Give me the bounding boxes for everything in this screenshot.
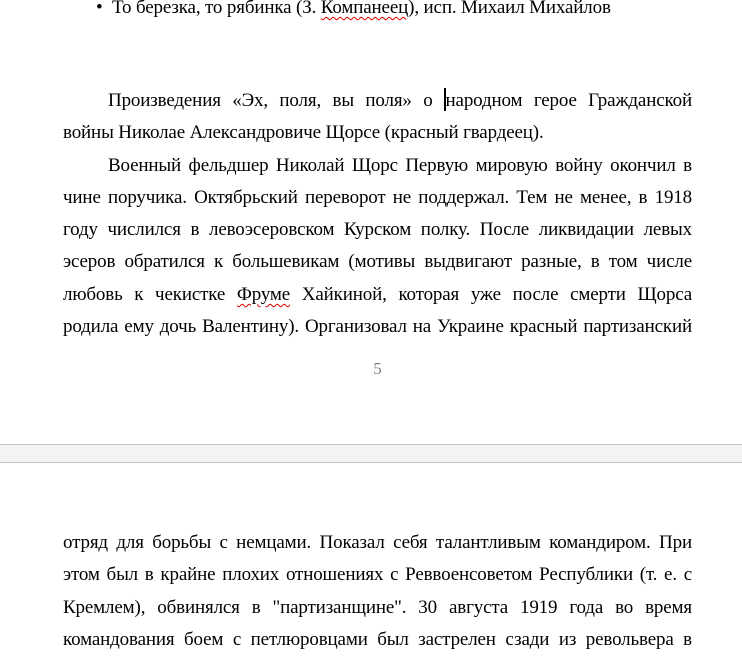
- bullet-item-text-after: ), исп. Михаил Михайлов: [408, 0, 611, 18]
- text-line: командования боем с петлюровцами был застрелен сзади из револьвера в: [63, 628, 692, 650]
- bullet-icon: •: [96, 0, 103, 18]
- paragraph1-text-after-caret: народном герое Гражданской: [445, 90, 693, 111]
- text-line: году числился в левоэсеровском Курском полку. После ликвидации левых: [63, 219, 692, 241]
- text-line: Военный фельдшер Николай Щорс Первую мировую войну окончил в: [108, 154, 692, 176]
- paragraph2-line5-before: любовь к чекистке: [63, 283, 237, 305]
- text-line: родила ему дочь Валентину). Организовал на Украине красный партизанский: [63, 316, 692, 338]
- text-line: Кремлем), обвинялся в "партизанщине". 30 августа 1919 года во время: [63, 596, 692, 618]
- bullet-item-text-before: То березка, то рябинка (З.: [112, 0, 321, 18]
- text-line: войны Николае Александровиче Щорсе (красный гвардеец).: [63, 122, 544, 144]
- text-line: [63, 85, 692, 117]
- page-break-gap[interactable]: [0, 445, 742, 462]
- page-footer: [63, 358, 692, 380]
- spellcheck-flagged-word: Фруме: [236, 283, 291, 305]
- text-line: эсеров обратился к большевикам (мотивы выдвигают разные, в том числе: [63, 251, 692, 273]
- bullet-list-item: [63, 0, 692, 24]
- text-line: [63, 279, 692, 311]
- page-number: 5: [373, 359, 382, 378]
- paragraph2-line5-after: Хайкиной, которая уже после смерти Щорса: [290, 283, 692, 305]
- text-line: отряд для борьбы с немцами. Показал себя талантливым командиром. При: [63, 532, 692, 553]
- document-page-2[interactable]: [0, 463, 742, 650]
- spellcheck-flagged-word: Компанеец: [320, 0, 409, 18]
- paragraph-2[interactable]: [63, 150, 692, 344]
- text-line: чине поручика. Октябрьский переворот не поддержал. Тем не менее, в 1918: [63, 186, 692, 208]
- paragraph1-text-before-caret: Произведения «Эх, поля, вы поля» о: [108, 90, 445, 111]
- text-line: этом был в крайне плохих отношениях с Реввоенсоветом Республики (т. е. с: [63, 564, 692, 586]
- paragraph-1[interactable]: [63, 85, 692, 150]
- paragraph-3[interactable]: [63, 527, 692, 656]
